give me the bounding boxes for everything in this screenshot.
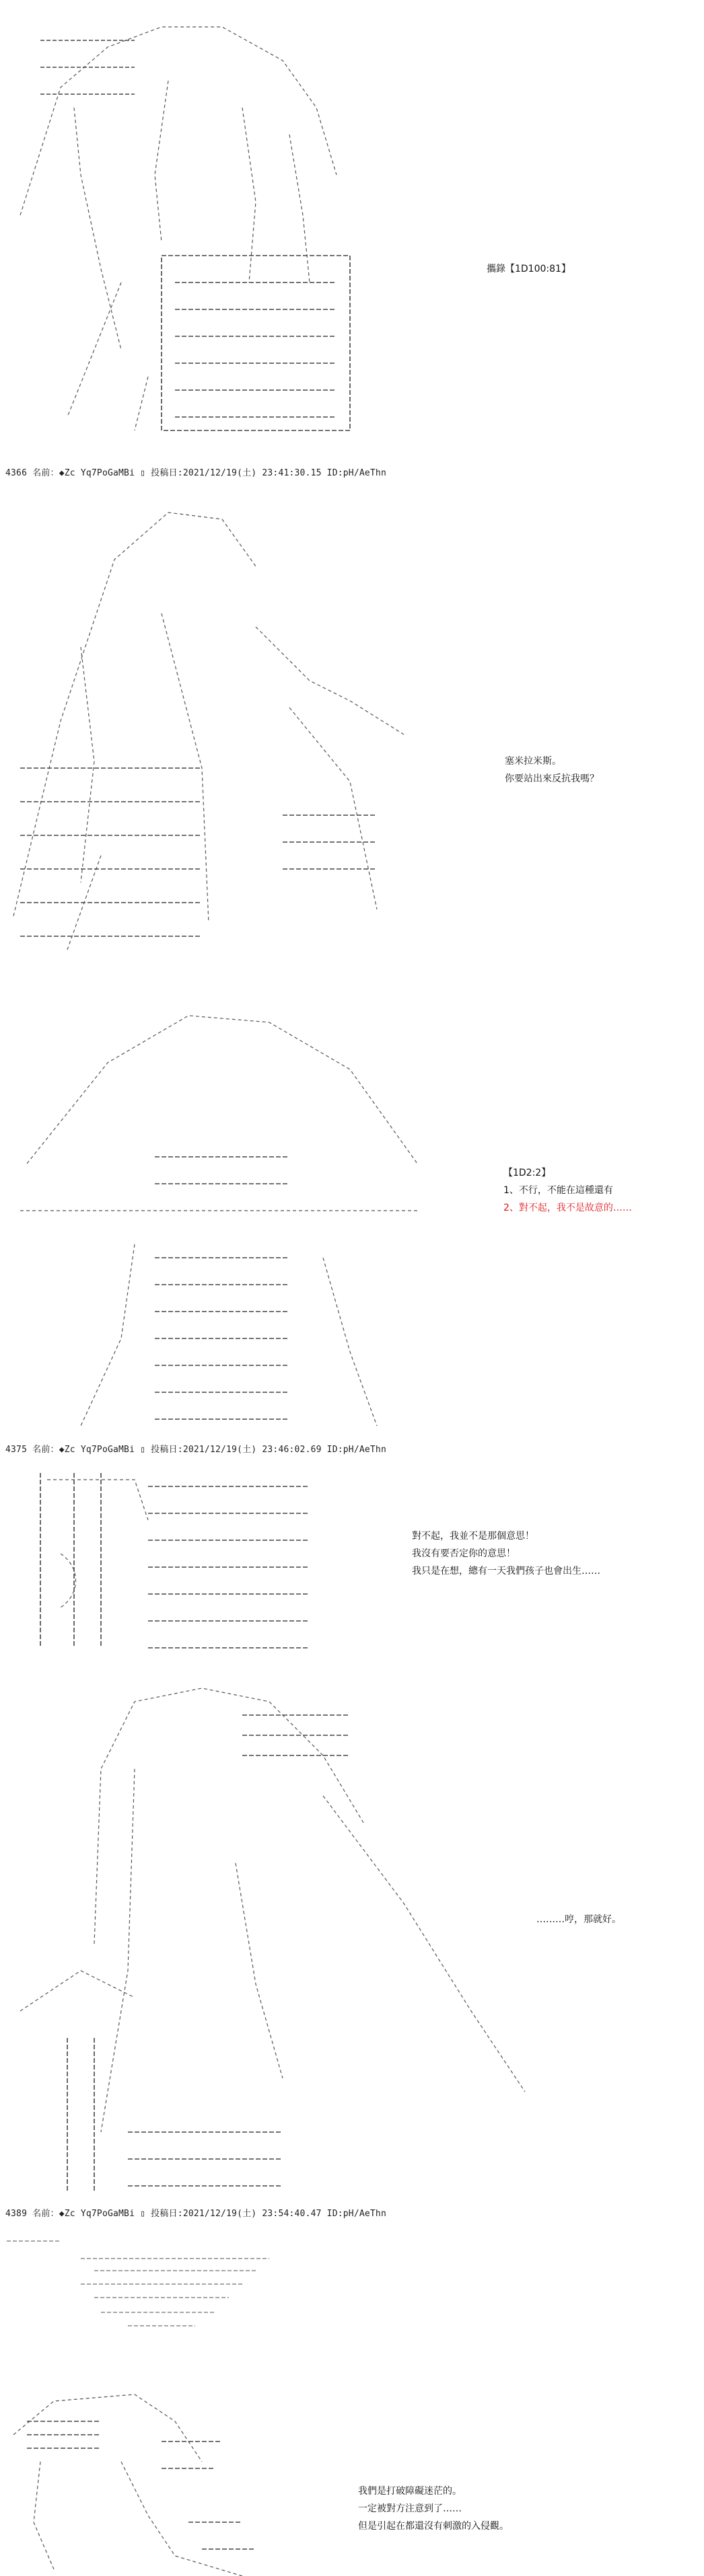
dialog-box bbox=[487, 261, 571, 278]
dialog-line: 塞米拉米斯。 bbox=[505, 756, 561, 767]
dialog-line: 我只是在想，總有一天我們孩子也會出生…… bbox=[412, 1566, 600, 1577]
panel-4 bbox=[0, 1460, 704, 1661]
ascii-art-character-3 bbox=[0, 989, 704, 1460]
dialog-box bbox=[412, 1528, 600, 1581]
post-header: 4375 名前：◆Zc Yq7PoGaMBi ▯ 投稿日:2021/12/19(土) 23:46:02.69 ID:pH/AeThn bbox=[5, 1445, 386, 1455]
dialog-line: 攜錄【1D100:81】 bbox=[487, 264, 571, 274]
dialog-box bbox=[536, 1911, 621, 1929]
ascii-art-character-6 bbox=[0, 2220, 704, 2576]
dialog-line: 1、不行，不能在這種還有 bbox=[503, 1185, 613, 1196]
dialog-box bbox=[505, 753, 599, 788]
dialog-line: 你要站出來反抗我嗎？ bbox=[505, 773, 599, 784]
ascii-art-character-2 bbox=[0, 479, 704, 977]
ascii-art-character-5 bbox=[0, 1661, 704, 2220]
dialog-line-red: 2、對不起，我不是故意的…… bbox=[503, 1203, 632, 1213]
dialog-box bbox=[503, 1165, 632, 1217]
dialog-line: 但是引起在都還沒有刺激的入侵觀。 bbox=[358, 2521, 509, 2532]
dialog-line: 【1D2:2】 bbox=[503, 1168, 551, 1178]
panel-5 bbox=[0, 1661, 704, 2220]
post-header: 4366 名前：◆Zc Yq7PoGaMBi ▯ 投稿日:2021/12/19(土) 23:41:30.15 ID:pH/AeThn bbox=[5, 468, 386, 478]
panel-3 bbox=[0, 989, 704, 1460]
dialog-line: 對不起，我並不是那個意思！ bbox=[412, 1531, 534, 1542]
panel-1 bbox=[0, 0, 704, 478]
dialog-box bbox=[358, 2483, 509, 2536]
panel-6 bbox=[0, 2220, 704, 2576]
panel-2 bbox=[0, 479, 704, 977]
dialog-line: 一定被對方注意到了…… bbox=[358, 2503, 462, 2514]
dialog-line: 我沒有要否定你的意思！ bbox=[412, 1548, 516, 1559]
post-header: 4389 名前：◆Zc Yq7PoGaMBi ▯ 投稿日:2021/12/19(土) 23:54:40.47 ID:pH/AeThn bbox=[5, 2209, 386, 2219]
dialog-line: 我們是打破障礙迷茫的。 bbox=[358, 2486, 462, 2497]
dialog-line: ………哼，那就好。 bbox=[536, 1914, 621, 1925]
ascii-art-character-1 bbox=[0, 0, 704, 464]
